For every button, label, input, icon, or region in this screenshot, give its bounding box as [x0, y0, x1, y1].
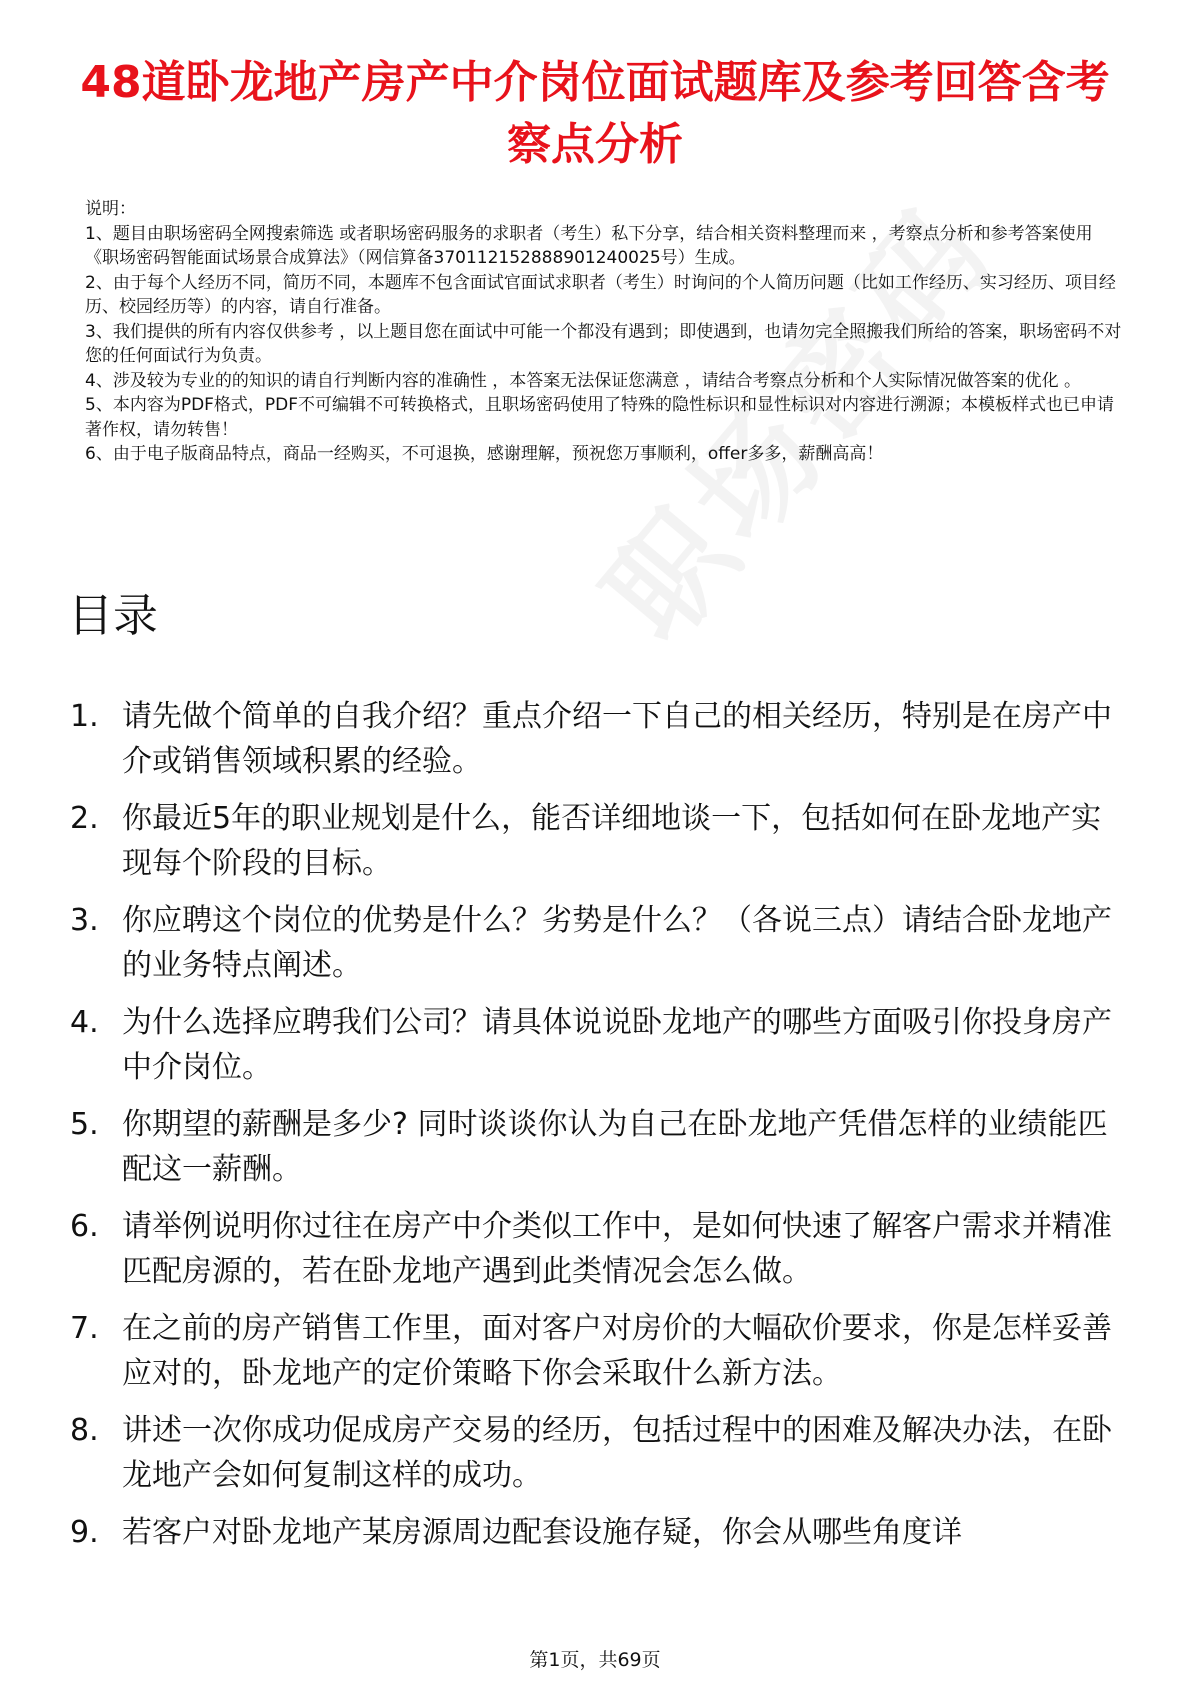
- toc-item-number: 1.: [70, 699, 99, 734]
- toc-item-number: 5.: [70, 1107, 99, 1142]
- notes-heading: 说明：: [85, 199, 136, 219]
- toc-item-number: 9.: [70, 1515, 99, 1550]
- note-item: 6、由于电子版商品特点，商品一经购买，不可退换，感谢理解，预祝您万事顺利，offer多多，薪酬高高！: [85, 444, 884, 464]
- toc-item-number: 8.: [70, 1413, 99, 1448]
- toc-item[interactable]: [70, 1306, 1140, 1396]
- toc-item-text: 你应聘这个岗位的优势是什么？劣势是什么？（各说三点）请结合卧龙地产的业务特点阐述。: [122, 903, 1112, 983]
- toc-item-text: 若客户对卧龙地产某房源周边配套设施存疑，你会从哪些角度详: [122, 1515, 962, 1550]
- toc-item-text: 请举例说明你过往在房产中介类似工作中，是如何快速了解客户需求并精准匹配房源的，若在卧龙地产遇到此类情况会怎么做。: [122, 1209, 1112, 1289]
- toc-item[interactable]: [70, 1000, 1140, 1090]
- note-item: 2、由于每个人经历不同，简历不同，本题库不包含面试官面试求职者（考生）时询问的个人简历问题（比如工作经历、实习经历、项目经历、校园经历等）的内容，请自行准备。: [85, 272, 1116, 317]
- note-item: 4、涉及较为专业的的知识的请自行判断内容的准确性 ，本答案无法保证您满意 ，请结合考察点分析和个人实际情况做答案的优化 。: [85, 370, 1082, 391]
- toc-item[interactable]: [70, 796, 1140, 886]
- toc-item[interactable]: [70, 1102, 1140, 1192]
- toc-item-number: 2.: [70, 801, 99, 836]
- note-item: 1、题目由职场密码全网搜索筛选 或者职场密码服务的求职者（考生）私下分享，结合相关资料整理而来 ，考察点分析和参考答案使用《职场密码智能面试场景合成算法》（网信算备370112152888901240025号）生成。: [85, 223, 1093, 268]
- toc-item-text: 请先做个简单的自我介绍？重点介绍一下自己的相关经历，特别是在房产中介或销售领域积累的经验。: [122, 699, 1112, 779]
- note-item: 5、本内容为PDF格式，PDF不可编辑不可转换格式，且职场密码使用了特殊的隐性标识和显性标识对内容进行溯源；本模板样式也已申请著作权，请勿转售！: [85, 395, 1115, 440]
- toc-item-text: 在之前的房产销售工作里，面对客户对房价的大幅砍价要求，你是怎样妥善应对的，卧龙地产的定价策略下你会采取什么新方法。: [122, 1311, 1112, 1391]
- note-item: 3、我们提供的所有内容仅供参考 ，以上题目您在面试中可能一个都没有遇到；即使遇到，也请勿完全照搬我们所给的答案，职场密码不对您的任何面试行为负责。: [85, 321, 1122, 366]
- toc-item[interactable]: [70, 1510, 1140, 1555]
- page-title: 48道卧龙地产房产中介岗位面试题库及参考回答含考察点分析: [80, 57, 1110, 170]
- toc-item-number: 6.: [70, 1209, 99, 1244]
- toc-item[interactable]: [70, 1204, 1140, 1294]
- toc-item[interactable]: [70, 694, 1140, 784]
- toc-item-text: 为什么选择应聘我们公司？请具体说说卧龙地产的哪些方面吸引你投身房产中介岗位。: [122, 1005, 1112, 1085]
- toc-item[interactable]: [70, 898, 1140, 988]
- toc-item-number: 7.: [70, 1311, 99, 1346]
- toc-item-text: 你最近5年的职业规划是什么，能否详细地谈一下，包括如何在卧龙地产实现每个阶段的目标。: [122, 801, 1102, 881]
- notes-section: [85, 197, 1125, 467]
- toc-list: [70, 694, 1140, 1567]
- toc-item-text: 讲述一次你成功促成房产交易的经历，包括过程中的困难及解决办法，在卧龙地产会如何复制这样的成功。: [122, 1413, 1112, 1493]
- toc-heading: 目录: [68, 589, 159, 642]
- toc-item-text: 你期望的薪酬是多少? 同时谈谈你认为自己在卧龙地产凭借怎样的业绩能匹配这一薪酬。: [122, 1107, 1108, 1187]
- toc-item-number: 3.: [70, 903, 99, 938]
- toc-item-number: 4.: [70, 1005, 99, 1040]
- page-footer: 第1页，共69页: [529, 1649, 661, 1671]
- toc-item[interactable]: [70, 1408, 1140, 1498]
